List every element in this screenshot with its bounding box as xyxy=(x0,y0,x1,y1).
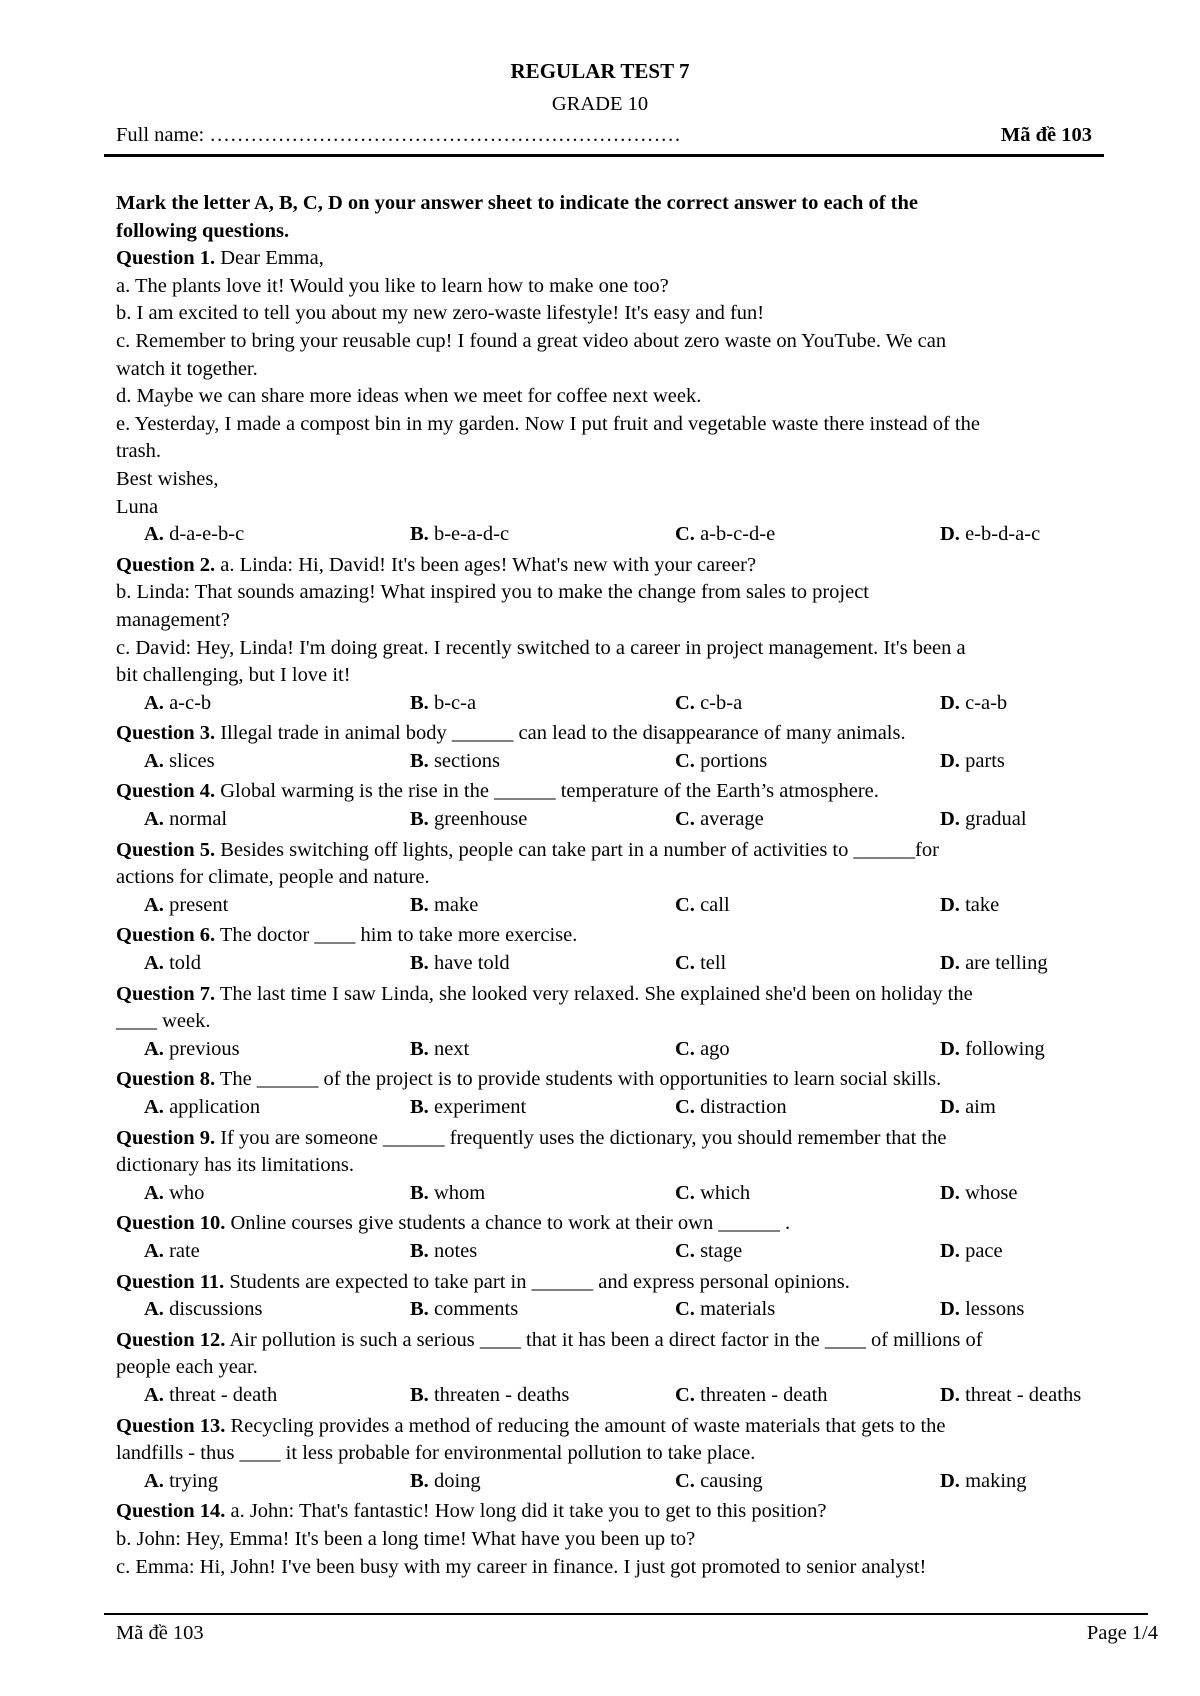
question-line: landfills - thus ____ it less probable for environmental pollution to take place. xyxy=(116,1442,756,1465)
option-text: a-c-b xyxy=(169,691,212,714)
option-letter: C. xyxy=(675,1181,695,1204)
question-text: The doctor ____ him to take more exercise. xyxy=(215,924,578,947)
question-stem xyxy=(116,1066,1156,1094)
question-stem xyxy=(116,837,1156,865)
option-a xyxy=(144,521,244,549)
option-text: who xyxy=(169,1181,205,1204)
option-letter: C. xyxy=(675,893,695,916)
option-a xyxy=(144,1036,240,1064)
option-b xyxy=(410,1468,481,1496)
question-line: d. Maybe we can share more ideas when we meet for coffee next week. xyxy=(116,385,702,408)
option-text: experiment xyxy=(433,1096,527,1118)
option-d xyxy=(940,1296,1024,1324)
question-label: Question 6. xyxy=(116,924,216,947)
option-text: ago xyxy=(700,1037,730,1060)
question-line: people each year. xyxy=(116,1356,258,1379)
option-letter: D. xyxy=(940,893,960,916)
question-line: c. Remember to bring your reusable cup! I found a great video about zero waste on YouTube. We can xyxy=(116,329,947,352)
question-text: a. Linda: Hi, David! It's been ages! What's new with your career? xyxy=(215,553,757,576)
option-text: take xyxy=(965,893,1000,916)
option-letter: A. xyxy=(144,1469,164,1492)
option-b xyxy=(410,521,509,549)
option-letter: B. xyxy=(410,808,429,831)
option-letter: D. xyxy=(940,749,960,772)
question-3 xyxy=(116,720,1156,775)
option-b xyxy=(410,1094,526,1122)
option-text: application xyxy=(169,1096,261,1118)
option-letter: C. xyxy=(675,1469,695,1492)
answer-options xyxy=(116,806,1156,834)
question-line: dictionary has its limitations. xyxy=(116,1154,355,1177)
option-c xyxy=(675,1238,742,1266)
question-stem xyxy=(116,778,1156,806)
option-letter: C. xyxy=(675,1298,695,1321)
question-line: Luna xyxy=(116,495,159,518)
option-b xyxy=(410,892,478,920)
option-b xyxy=(410,1382,569,1410)
option-text: a-b-c-d-e xyxy=(700,523,776,546)
question-line: b. Linda: That sounds amazing! What inspired you to make the change from sales to project xyxy=(116,581,869,604)
question-line: a. The plants love it! Would you like to learn how to make one too? xyxy=(116,274,669,297)
option-text: rate xyxy=(169,1239,200,1262)
option-letter: B. xyxy=(410,952,429,975)
answer-options xyxy=(116,521,1156,549)
question-line: ____ week. xyxy=(116,1010,211,1033)
option-letter: B. xyxy=(410,1469,429,1492)
option-text: previous xyxy=(169,1037,240,1060)
option-letter: C. xyxy=(675,952,695,975)
option-letter: B. xyxy=(410,749,429,772)
question-label: Question 8. xyxy=(116,1068,216,1091)
question-label: Question 2. xyxy=(116,553,216,576)
option-text: materials xyxy=(700,1298,776,1321)
question-stem xyxy=(116,1269,1156,1297)
option-text: whom xyxy=(433,1181,486,1204)
option-letter: A. xyxy=(144,1239,164,1262)
option-letter: B. xyxy=(410,1037,429,1060)
option-text: making xyxy=(965,1469,1027,1492)
option-c xyxy=(675,1180,750,1208)
option-letter: C. xyxy=(675,1037,695,1060)
option-text: notes xyxy=(433,1239,478,1262)
option-d xyxy=(940,521,1040,549)
option-text: threat - deaths xyxy=(965,1383,1082,1406)
option-letter: D. xyxy=(940,523,960,546)
option-text: have told xyxy=(433,952,510,975)
answer-options xyxy=(116,1094,1156,1122)
option-letter: C. xyxy=(675,1096,695,1118)
question-label: Question 11. xyxy=(116,1270,225,1293)
question-line: b. I am excited to tell you about my new zero-waste lifestyle! It's easy and fun! xyxy=(116,302,765,325)
question-6 xyxy=(116,922,1156,977)
option-d xyxy=(940,1094,996,1122)
full-name-field: Full name: …………………………………………………………… xyxy=(116,124,681,146)
question-text: Besides switching off lights, people can take part in a number of activities to ______for xyxy=(215,838,939,861)
option-text: stage xyxy=(700,1239,743,1262)
option-letter: A. xyxy=(144,1383,164,1406)
option-letter: B. xyxy=(410,1096,429,1118)
option-text: sections xyxy=(433,749,500,772)
question-1 xyxy=(116,245,1156,549)
question-4 xyxy=(116,778,1156,833)
question-12 xyxy=(116,1327,1156,1410)
option-letter: A. xyxy=(144,893,164,916)
answer-options xyxy=(116,690,1156,718)
option-c xyxy=(675,521,775,549)
option-c xyxy=(675,892,730,920)
option-b xyxy=(410,690,476,718)
option-letter: D. xyxy=(940,1037,960,1060)
option-text: e-b-d-a-c xyxy=(965,523,1041,546)
question-2 xyxy=(116,552,1156,718)
question-label: Question 9. xyxy=(116,1126,216,1149)
option-d xyxy=(940,1036,1045,1064)
option-letter: B. xyxy=(410,523,429,546)
answer-options xyxy=(116,1036,1156,1064)
option-text: comments xyxy=(433,1298,519,1321)
footer-exam-code: Mã đề 103 xyxy=(116,1622,204,1644)
question-stem xyxy=(116,720,1156,748)
option-c xyxy=(675,748,767,776)
option-text: whose xyxy=(965,1181,1018,1204)
option-text: normal xyxy=(169,808,228,831)
option-text: portions xyxy=(700,749,768,772)
option-c xyxy=(675,806,764,834)
question-label: Question 12. xyxy=(116,1328,226,1351)
option-b xyxy=(410,950,510,978)
question-14 xyxy=(116,1498,1156,1581)
question-label: Question 5. xyxy=(116,838,216,861)
option-a xyxy=(144,892,228,920)
option-c xyxy=(675,1296,775,1324)
option-d xyxy=(940,1238,1003,1266)
option-d xyxy=(940,892,999,920)
option-letter: D. xyxy=(940,1096,960,1118)
option-text: c-b-a xyxy=(700,691,743,714)
question-line: e. Yesterday, I made a compost bin in my garden. Now I put fruit and vegetable waste there instead of the xyxy=(116,412,980,435)
question-13 xyxy=(116,1413,1156,1496)
exam-code: Mã đề 103 xyxy=(1000,124,1092,146)
option-letter: A. xyxy=(144,808,164,831)
answer-options xyxy=(116,1468,1156,1496)
option-letter: D. xyxy=(940,1469,960,1492)
option-d xyxy=(940,748,1005,776)
option-text: following xyxy=(965,1037,1045,1060)
question-text: Global warming is the rise in the ______ temperature of the Earth’s atmosphere. xyxy=(215,780,879,803)
question-label: Question 10. xyxy=(116,1212,226,1235)
option-letter: B. xyxy=(410,893,429,916)
option-text: discussions xyxy=(169,1298,263,1321)
answer-options xyxy=(116,1382,1156,1410)
question-line: management? xyxy=(116,608,230,631)
question-line: bit challenging, but I love it! xyxy=(116,664,351,687)
option-text: are telling xyxy=(965,952,1048,975)
option-text: make xyxy=(433,893,479,916)
option-letter: A. xyxy=(144,1096,164,1118)
question-text: The ______ of the project is to provide students with opportunities to learn social skills. xyxy=(215,1068,942,1091)
question-stem xyxy=(116,1327,1156,1355)
option-c xyxy=(675,1382,828,1410)
question-list xyxy=(116,190,1156,1581)
option-d xyxy=(940,690,1007,718)
option-letter: C. xyxy=(675,691,695,714)
answer-options xyxy=(116,1296,1156,1324)
page-number: Page 1/4 xyxy=(1086,1622,1158,1644)
option-text: next xyxy=(433,1037,470,1060)
option-d xyxy=(940,1382,1081,1410)
question-line: trash. xyxy=(116,440,161,463)
option-a xyxy=(144,806,227,834)
header-divider xyxy=(104,154,1104,157)
option-letter: A. xyxy=(144,952,164,975)
option-a xyxy=(144,950,201,978)
option-text: threat - death xyxy=(169,1383,278,1406)
question-line: actions for climate, people and nature. xyxy=(116,866,430,889)
footer-divider xyxy=(104,1613,1148,1615)
option-text: parts xyxy=(965,749,1005,772)
option-text: lessons xyxy=(965,1298,1025,1321)
option-letter: B. xyxy=(410,1239,429,1262)
question-stem xyxy=(116,1125,1156,1153)
question-label: Question 13. xyxy=(116,1414,226,1437)
answer-options xyxy=(116,1238,1156,1266)
option-letter: D. xyxy=(940,1239,960,1262)
question-text: The last time I saw Linda, she looked very relaxed. She explained she'd been on holiday the xyxy=(215,982,973,1005)
question-label: Question 1. xyxy=(116,247,216,270)
option-text: threaten - deaths xyxy=(433,1383,570,1406)
option-c xyxy=(675,1036,730,1064)
option-text: doing xyxy=(433,1469,481,1492)
option-text: call xyxy=(700,893,730,916)
option-text: c-a-b xyxy=(965,691,1008,714)
option-letter: A. xyxy=(144,691,164,714)
option-text: pace xyxy=(965,1239,1003,1262)
answer-options xyxy=(116,748,1156,776)
option-text: tell xyxy=(700,952,727,975)
option-letter: A. xyxy=(144,1037,164,1060)
option-c xyxy=(675,950,726,978)
option-d xyxy=(940,1180,1017,1208)
question-line: c. David: Hey, Linda! I'm doing great. I recently switched to a career in project management. It's been a xyxy=(116,636,966,659)
option-text: causing xyxy=(700,1469,763,1492)
option-text: threaten - death xyxy=(700,1383,828,1406)
option-letter: C. xyxy=(675,1239,695,1262)
option-text: told xyxy=(169,952,201,975)
option-letter: C. xyxy=(675,523,695,546)
option-letter: A. xyxy=(144,1181,164,1204)
question-stem xyxy=(116,1413,1156,1441)
question-8 xyxy=(116,1066,1156,1121)
option-c xyxy=(675,690,742,718)
option-text: average xyxy=(700,808,764,831)
question-stem xyxy=(116,1498,1156,1526)
questions xyxy=(116,245,1156,1581)
option-letter: A. xyxy=(144,1298,164,1321)
question-line: b. John: Hey, Emma! It's been a long time! What have you been up to? xyxy=(116,1527,696,1550)
option-text: b-e-a-d-c xyxy=(433,523,510,546)
grade-label: GRADE 10 xyxy=(551,93,649,115)
question-label: Question 14. xyxy=(116,1500,226,1523)
question-line: c. Emma: Hi, John! I've been busy with my career in finance. I just got promoted to senior analyst! xyxy=(116,1555,927,1578)
option-a xyxy=(144,1238,200,1266)
instruction: Mark the letter A, B, C, D on your answer sheet to indicate the correct answer to each of the xyxy=(116,192,919,214)
question-stem xyxy=(116,1210,1156,1238)
question-10 xyxy=(116,1210,1156,1265)
question-stem xyxy=(116,981,1156,1009)
option-a xyxy=(144,690,211,718)
option-letter: D. xyxy=(940,1383,960,1406)
option-c xyxy=(675,1094,787,1122)
option-letter: A. xyxy=(144,749,164,772)
option-a xyxy=(144,1468,218,1496)
name-row xyxy=(116,122,1092,150)
option-text: distraction xyxy=(700,1096,787,1118)
question-5 xyxy=(116,837,1156,920)
question-text: Recycling provides a method of reducing the amount of waste materials that gets to the xyxy=(225,1414,946,1437)
option-letter: D. xyxy=(940,952,960,975)
option-text: gradual xyxy=(965,808,1027,831)
option-a xyxy=(144,1180,204,1208)
option-b xyxy=(410,1036,469,1064)
option-b xyxy=(410,1296,518,1324)
question-stem xyxy=(116,922,1156,950)
question-text: Air pollution is such a serious ____ that it has been a direct factor in the ____ of millions of xyxy=(225,1328,983,1351)
option-text: which xyxy=(700,1181,751,1204)
question-line: watch it together. xyxy=(116,357,258,380)
option-a xyxy=(144,1382,277,1410)
question-9 xyxy=(116,1125,1156,1208)
answer-options xyxy=(116,1180,1156,1208)
option-letter: D. xyxy=(940,691,960,714)
option-text: slices xyxy=(169,749,215,772)
option-letter: B. xyxy=(410,1383,429,1406)
instruction-continued: following questions. xyxy=(116,219,290,242)
option-a xyxy=(144,1296,262,1324)
question-line: Best wishes, xyxy=(116,467,219,490)
question-label: Question 7. xyxy=(116,982,216,1005)
answer-options xyxy=(116,892,1156,920)
option-d xyxy=(940,806,1027,834)
question-11 xyxy=(116,1269,1156,1324)
question-text: a. John: That's fantastic! How long did it take you to get to this position? xyxy=(225,1500,827,1523)
option-b xyxy=(410,1180,485,1208)
option-letter: A. xyxy=(144,523,164,546)
option-text: d-a-e-b-c xyxy=(169,523,245,546)
test-title: REGULAR TEST 7 xyxy=(510,59,690,83)
option-text: aim xyxy=(965,1096,996,1118)
option-letter: D. xyxy=(940,1298,960,1321)
question-text: Students are expected to take part in ______ and express personal opinions. xyxy=(224,1270,850,1293)
question-text: Online courses give students a chance to work at their own ______ . xyxy=(225,1212,791,1235)
option-letter: C. xyxy=(675,1383,695,1406)
option-text: b-c-a xyxy=(433,691,477,714)
option-b xyxy=(410,748,500,776)
option-letter: B. xyxy=(410,1298,429,1321)
option-letter: D. xyxy=(940,1181,960,1204)
option-letter: B. xyxy=(410,1181,429,1204)
question-text: If you are someone ______ frequently uses the dictionary, you should remember that the xyxy=(215,1126,947,1149)
option-letter: C. xyxy=(675,749,695,772)
option-b xyxy=(410,1238,477,1266)
option-c xyxy=(675,1468,763,1496)
question-stem xyxy=(116,552,1156,580)
question-text: Illegal trade in animal body ______ can lead to the disappearance of many animals. xyxy=(215,722,906,745)
option-text: present xyxy=(169,893,229,916)
question-label: Question 3. xyxy=(116,722,216,745)
option-b xyxy=(410,806,527,834)
option-text: greenhouse xyxy=(433,808,528,831)
option-text: trying xyxy=(169,1469,219,1492)
option-a xyxy=(144,1094,260,1122)
option-letter: D. xyxy=(940,808,960,831)
question-7 xyxy=(116,981,1156,1064)
question-label: Question 4. xyxy=(116,780,216,803)
option-a xyxy=(144,748,215,776)
question-stem xyxy=(116,245,1156,273)
option-letter: C. xyxy=(675,808,695,831)
option-letter: B. xyxy=(410,691,429,714)
option-d xyxy=(940,1468,1027,1496)
question-text: Dear Emma, xyxy=(215,247,324,270)
option-d xyxy=(940,950,1048,978)
answer-options xyxy=(116,950,1156,978)
